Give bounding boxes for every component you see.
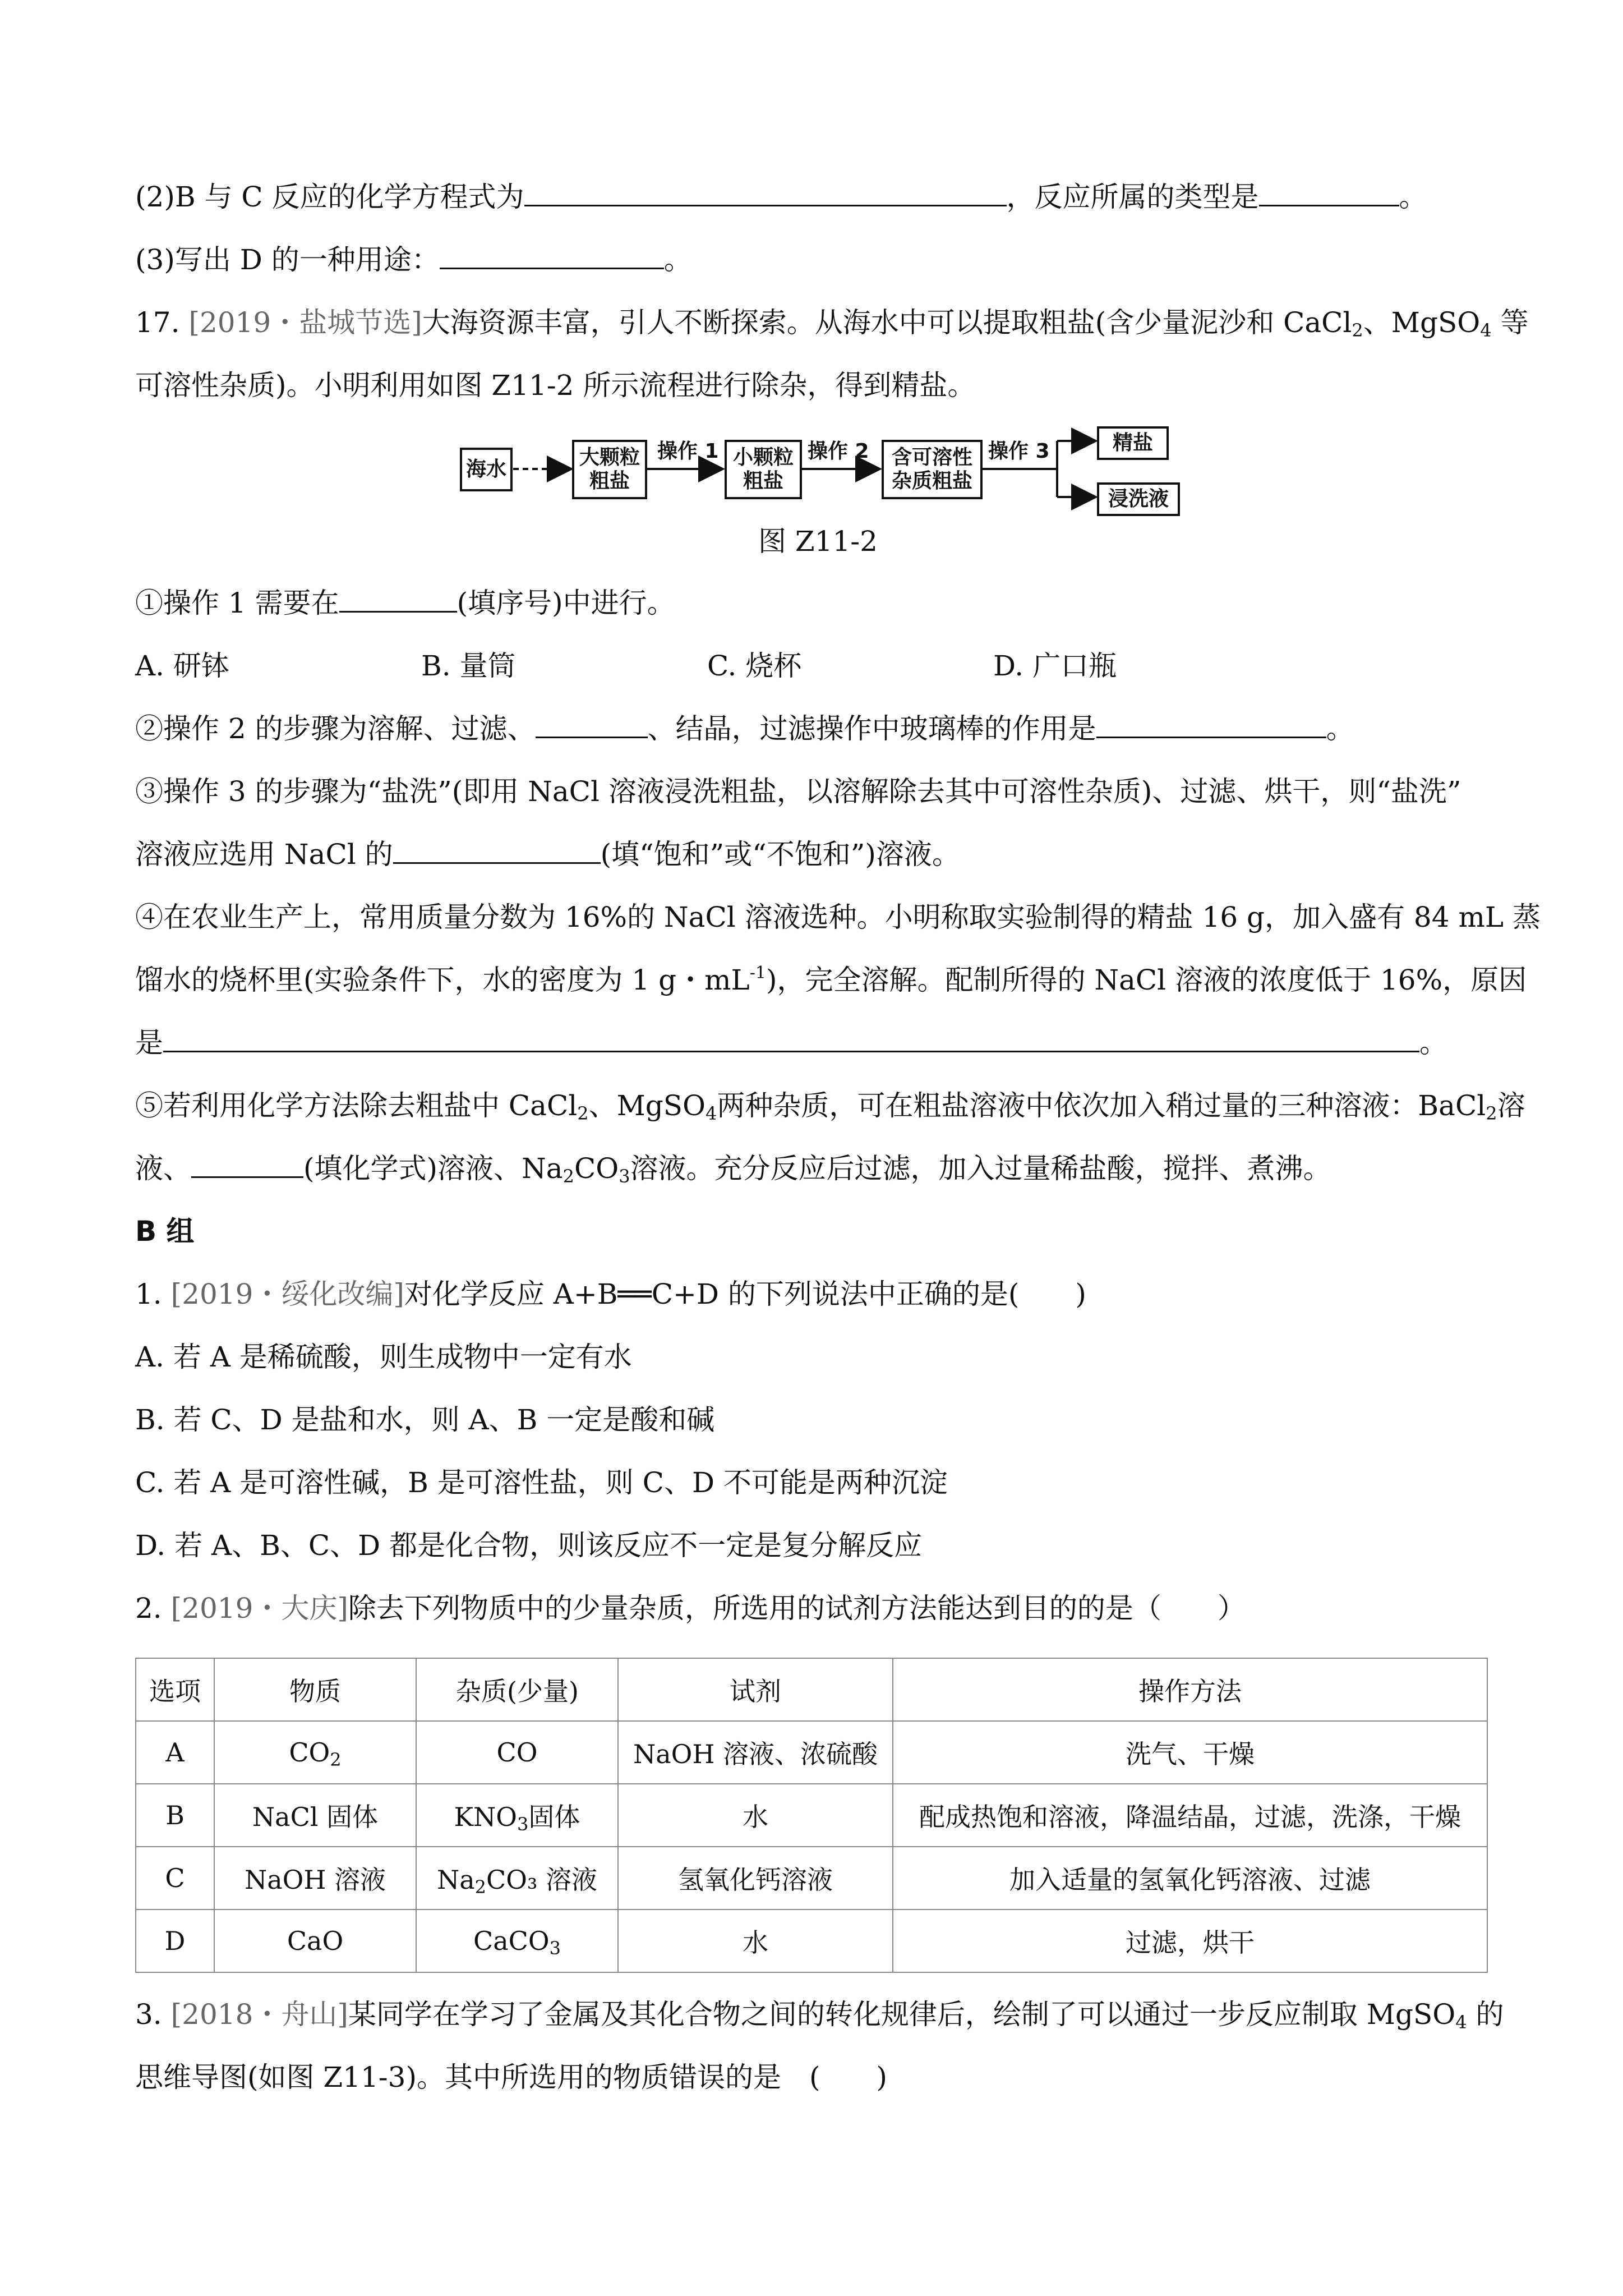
answer-blank[interactable]: [524, 180, 1007, 206]
choice-a[interactable]: A. 研钵: [135, 650, 229, 682]
answer-blank[interactable]: [339, 586, 457, 613]
b-q1-option-c[interactable]: C. 若 A 是可溶性碱，B 是可溶性盐，则 C、D 不可能是两种沉淀: [135, 1466, 948, 1499]
table-header: 操作方法: [893, 1658, 1487, 1721]
q17-sub4-line3: 是 。: [135, 1027, 1447, 1059]
q17-sub5-line1: ⑤若利用化学方法除去粗盐中 CaCl$_2$、MgSO$_4$两种杂质，可在粗盐溶液中依次加入稍过量的三种溶液：BaCl$_2$溶: [135, 1089, 1525, 1124]
flow-box-impure-salt: 含可溶性 杂质粗盐: [882, 440, 983, 499]
q17-stem-line2: 可溶性杂质)。小明利用如图 Z11-2 所示流程进行除杂，得到精盐。: [135, 369, 976, 402]
flow-op2-label: 操作 2: [808, 440, 869, 463]
question-number: 2.: [135, 1592, 162, 1625]
question-number: 17.: [135, 306, 180, 339]
table-row: B NaCl 固体 $KNO_3$固体 水 配成热饱和溶液，降温结晶，过滤，洗涤，干燥: [136, 1784, 1487, 1847]
choice-c[interactable]: C. 烧杯: [707, 650, 802, 682]
question-source: [2019・盐城节选]: [188, 306, 422, 339]
choice-d[interactable]: D. 广口瓶: [993, 650, 1117, 682]
question-source: [2019・绥化改编]: [170, 1278, 404, 1310]
flow-box-wash-liquid: 浸洗液: [1097, 482, 1180, 516]
table-header: 试剂: [618, 1658, 893, 1721]
options-table: [135, 1658, 1488, 1973]
q17-sub4-line1: ④在农业生产上，常用质量分数为 16%的 NaCl 溶液选种。小明称取实验制得的精盐 16 g，加入盛有 84 mL 蒸: [135, 901, 1541, 933]
b-q1-option-b[interactable]: B. 若 C、D 是盐和水，则 A、B 一定是酸和碱: [135, 1404, 715, 1436]
b-q3-stem-line2: 思维导图(如图 Z11-3)。其中所选用的物质错误的是 ( ): [135, 2061, 887, 2093]
q17-sub2: ②操作 2 的步骤为溶解、过滤、 、结晶，过滤操作中玻璃棒的作用是 。: [135, 712, 1354, 745]
b-q1-stem: 1. [2019・绥化改编]对化学反应 A+B══C+D 的下列说法中正确的是( ): [135, 1278, 1086, 1310]
figure-caption: 图 Z11-2: [758, 525, 878, 558]
table-header: 杂质(少量): [416, 1658, 618, 1721]
q17-sub3-line1: ③操作 3 的步骤为“盐洗”(即用 NaCl 溶液浸洗粗盐，以溶解除去其中可溶性杂质)、过滤、烘干，则“盐洗”: [135, 775, 1461, 808]
flow-op1-label: 操作 1: [657, 440, 719, 463]
answer-blank[interactable]: [163, 1026, 1419, 1052]
answer-blank[interactable]: [1096, 712, 1326, 738]
q16-part2: (2)B 与 C 反应的化学方程式为 ，反应所属的类型是 。: [135, 181, 1427, 213]
flow-box-small-grain: 小颗粒 粗盐: [725, 440, 802, 499]
q17-sub3-line2: 溶液应选用 NaCl 的 (填“饱和”或“不饱和”)溶液。: [135, 838, 960, 871]
q16-part2-text: (2)B 与 C 反应的化学方程式为: [135, 181, 524, 213]
q17-sub1: ①操作 1 需要在 (填序号)中进行。: [135, 587, 675, 619]
b-q1-option-a[interactable]: A. 若 A 是稀硫酸，则生成物中一定有水: [135, 1341, 632, 1373]
b-q1-option-d[interactable]: D. 若 A、B、C、D 都是化合物，则该反应不一定是复分解反应: [135, 1529, 923, 1562]
question-number: 3.: [135, 1998, 162, 2031]
q17-sub4-line2: 馏水的烧杯里(实验条件下，水的密度为 1 g・$mL^{-1}$)，完全溶解。配制所得的 NaCl 溶液的浓度低于 16%，原因: [135, 963, 1527, 996]
choice-b[interactable]: B. 量筒: [421, 650, 516, 682]
q17-sub1-choices: [135, 648, 1279, 683]
q17-stem-line1: 17. [2019・盐城节选]大海资源丰富，引人不断探索。从海水中可以提取粗盐(含少量泥沙和 CaCl$_2$、MgSO$_4$ 等: [135, 306, 1529, 341]
table-header-row: [136, 1658, 1487, 1721]
answer-blank[interactable]: [191, 1152, 303, 1178]
table-row: C NaOH 溶液 $Na_2CO_3$ 溶液 氢氧化钙溶液 加入适量的氢氧化钙溶液、过滤: [136, 1847, 1487, 1910]
answer-blank[interactable]: [536, 712, 648, 738]
question-source: [2019・大庆]: [170, 1592, 348, 1625]
question-source: [2018・舟山]: [170, 1998, 348, 2031]
section-title-group-b: B 组: [135, 1215, 195, 1248]
table-row: A $CO_2$ CO NaOH 溶液、浓硫酸 洗气、干燥: [136, 1721, 1487, 1784]
answer-blank[interactable]: [393, 838, 601, 864]
question-number: 1.: [135, 1278, 162, 1310]
flow-box-seawater: 海水: [460, 448, 513, 491]
answer-blank[interactable]: [440, 243, 664, 269]
table-header: 选项: [136, 1658, 214, 1721]
q16-part3-text: (3)写出 D 的一种用途：: [135, 243, 440, 276]
flow-box-fine-salt: 精盐: [1097, 426, 1169, 460]
q17-sub5-line2: 液、 (填化学式)溶液、$Na_2CO_3$溶液。充分反应后过滤，加入过量稀盐酸，搅拌、煮沸。: [135, 1152, 1331, 1187]
q16-part2-text-b: ，反应所属的类型是: [1006, 181, 1259, 213]
flow-op3-label: 操作 3: [988, 440, 1050, 463]
flow-diagram: [460, 426, 1189, 516]
q16-part3: (3)写出 D 的一种用途： 。: [135, 243, 692, 276]
table-header: 物质: [214, 1658, 416, 1721]
answer-blank[interactable]: [1259, 180, 1399, 206]
table-row: D CaO CaCO$_3$ 水 过滤，烘干: [136, 1910, 1487, 1972]
b-q2-stem: 2. [2019・大庆]除去下列物质中的少量杂质，所选用的试剂方法能达到目的的是（ ）: [135, 1592, 1246, 1625]
b-q3-stem-line1: 3. [2018・舟山]某同学在学习了金属及其化合物之间的转化规律后，绘制了可以通过一步反应制取 MgSO$_4$ 的: [135, 1998, 1504, 2033]
flow-box-large-grain: 大颗粒 粗盐: [572, 440, 647, 499]
